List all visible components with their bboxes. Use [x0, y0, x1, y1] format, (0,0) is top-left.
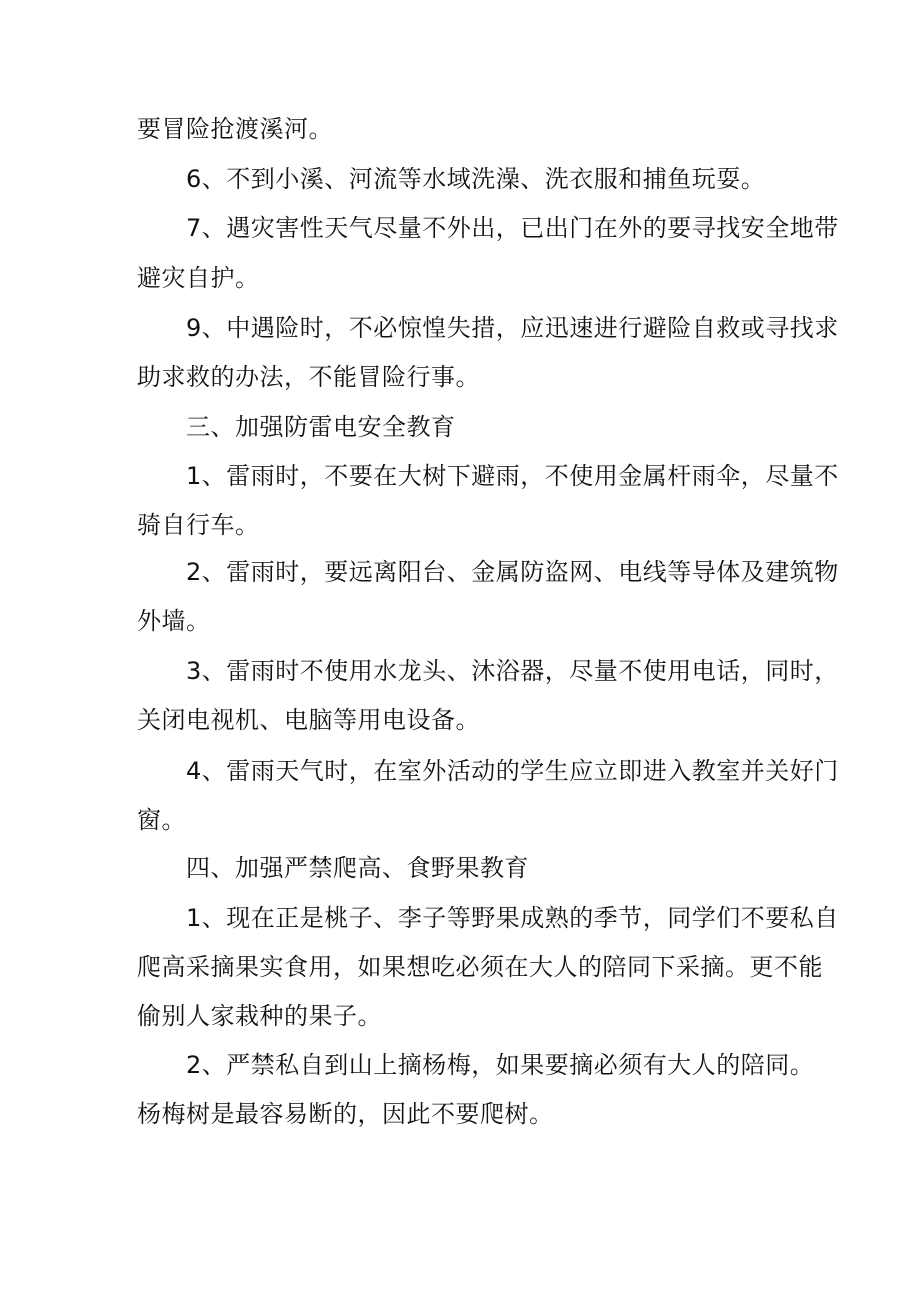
text-line: 7、遇灾害性天气尽量不外出，已出门在外的要寻找安全地带 — [186, 214, 839, 242]
text-line: 助求救的办法，不能冒险行事。 — [137, 363, 480, 391]
text-line: 要冒险抢渡溪河。 — [137, 115, 333, 143]
text-line: 外墙。 — [137, 607, 211, 635]
text-line: 避灾自护。 — [137, 264, 260, 292]
section-heading: 四、加强严禁爬高、食野果教育 — [186, 854, 529, 882]
text-line: 偷别人家栽种的果子。 — [137, 1002, 382, 1030]
text-line: 杨梅树是最容易断的，因此不要爬树。 — [137, 1100, 554, 1128]
text-line: 4、雷雨天气时，在室外活动的学生应立即进入教室并关好门 — [186, 757, 839, 785]
text-line: 窗。 — [137, 806, 186, 834]
text-line: 骑自行车。 — [137, 511, 260, 539]
text-line: 9、中遇险时，不必惊惶失措，应迅速进行避险自救或寻找求 — [186, 314, 839, 342]
text-line: 1、现在正是桃子、李子等野果成熟的季节，同学们不要私自 — [186, 904, 839, 932]
text-line: 6、不到小溪、河流等水域洗澡、洗衣服和捕鱼玩耍。 — [186, 165, 766, 193]
text-line: 3、雷雨时不使用水龙头、沐浴器，尽量不使用电话，同时， — [186, 657, 839, 685]
text-line: 2、严禁私自到山上摘杨梅，如果要摘必须有大人的陪同。 — [186, 1051, 815, 1079]
text-line: 关闭电视机、电脑等用电设备。 — [137, 706, 480, 734]
text-line: 爬高采摘果实食用，如果想吃必须在大人的陪同下采摘。更不能 — [137, 953, 823, 981]
text-line: 2、雷雨时，要远离阳台、金属防盗网、电线等导体及建筑物 — [186, 558, 839, 586]
section-heading: 三、加强防雷电安全教育 — [186, 413, 456, 441]
text-line: 1、雷雨时，不要在大树下避雨，不使用金属杆雨伞，尽量不 — [186, 462, 839, 490]
